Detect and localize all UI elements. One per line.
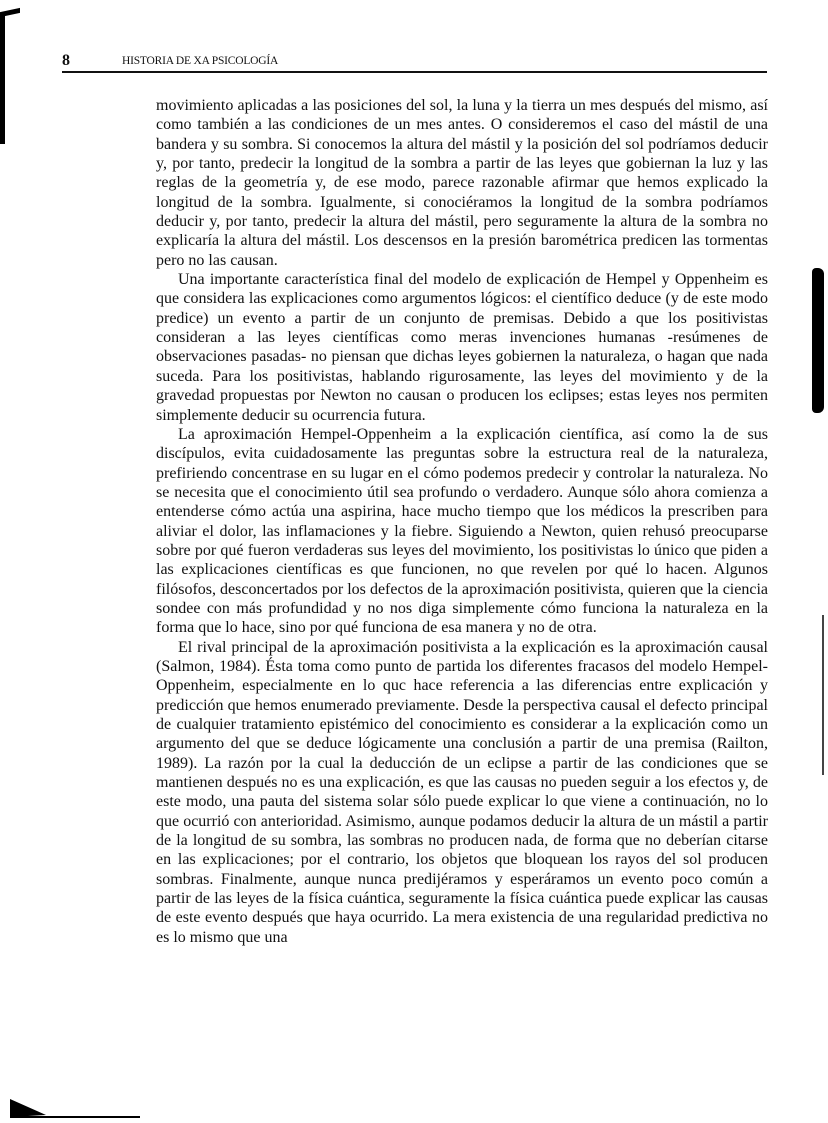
- page-header: [62, 53, 767, 73]
- scan-edge-mark-right: [812, 268, 824, 413]
- paragraph: La aproximación Hempel-Oppenheim a la explicación científica, así como la de sus discípulos, evita cuidadosamente las preguntas sobre la estructura real de la naturaleza, prefiriendo concentrase en su lugar en el cómo podemos predecir y controlar la naturaleza. No se necesita que el conocimiento útil sea profundo o verdadero. Aunque sólo ahora comienza a entenderse cómo actúa una aspirina, hace mucho tiempo que los médicos la prescriben para aliviar el dolor, las inflamaciones y la fiebre. Siguiendo a Newton, quien rehusó preocuparse sobre por qué fueron verdaderas sus leyes del movimiento, los positivistas lo único que piden a las explicaciones científicas es que funcionen, no que revelen por qué lo hacen. Algunos filósofos, desconcertados por los defectos de la aproximación positivista, quieren que la ciencia sondee con más profundidad y no nos diga simplemente cómo funciona la naturaleza en la forma que lo hace, sino por qué funciona de esa manera y no de otra.: [156, 425, 768, 637]
- scan-edge-line-bottom-left: [10, 1116, 140, 1118]
- paragraph: El rival principal de la aproximación positivista a la explicación es la aproximación causal (Salmon, 1984). Ésta toma como punto de partida los diferentes fracasos del modelo Hempel-Oppenheim, especialmente en lo quc hace referencia a las diferencias entre explicación y predicción que hemos enumerado previamente. Desde la perspectiva causal el defecto principal de cualquier tratamiento epistémico del conocimiento es considerar a la explicación como un argumento del que se deduce lógicamente una conclusión a partir de una premisa (Railton, 1989). La razón por la cual la deducción de un eclipse a partir de las condiciones que se mantienen después no es una explicación, es que las causas no pueden seguir a los efectos y, de este modo, una pauta del sistema solar sólo puede explicar lo que viene a continuación, no lo que ocurrió con anterioridad. Asimismo, aunque podamos deducir la altura de un mástil a partir de la longitud de su sombra, las sombras no producen nada, de forma que no deberían citarse en las explicaciones; por el contrario, los objetos que bloquean los rayos del sol producen sombras. Finalmente, aunque nunca predijéramos y esperáramos un evento poco común a partir de las leyes de la física cuántica, seguramente la física cuántica puede explicar las causas de este evento después que haya ocurrido. La mera existencia de una regularidad predictiva no es lo mismo que una: [156, 638, 768, 946]
- paragraph: Una importante característica final del modelo de explicación de Hempel y Oppenheim es que considera las explicaciones como argumentos lógicos: el científico deduce (y de este modo predice) un evento a partir de un conjunto de premisas. Debido a que los positivistas consideran a las leyes científicas como meras invenciones humanas -resúmenes de observaciones pasadas- no piensan que dichas leyes gobiernen la naturaleza, o hagan que nada suceda. Para los positivistas, hablando rigurosamente, las leyes del movimiento y de la gravedad propuestas por Newton no causan o producen los eclipses; estas leyes nos permiten simplemente deducir su ocurrencia futura.: [156, 271, 768, 424]
- scan-edge-mark-bottom-left: [10, 1099, 46, 1117]
- page-number: 8: [62, 52, 70, 69]
- scan-edge-mark-top-left: [0, 14, 5, 144]
- paragraph-continued: movimiento aplicadas a las posiciones del sol, la luna y la tierra un mes después del mismo, así como también a las condiciones de un mes antes. O consideremos el caso del mástil de una bandera y su sombra. Si conocemos la altura del mástil y la posición del sol podríamos deducir y, por tanto, predecir la longitud de la sombra a partir de las leyes que gobiernan la luz y las reglas de la geometría y, de ese modo, parece razonable afirmar que hemos explicado la longitud de la sombra. Igualmente, si conociéramos la longitud de la sombra podríamos deducir y, por tanto, predecir la altura del mástil, pero seguramente la altura de la sombra no explicaría la altura del mástil. Los descensos en la presión barométrica predicen las tormentas pero no las causan.: [156, 97, 768, 269]
- scan-edge-line-right: [822, 615, 824, 775]
- body-text: [156, 96, 768, 947]
- scan-edge-mark-top-left-corner: [0, 8, 20, 17]
- running-title: HISTORIA DE XA PSICOLOGÍA: [122, 55, 279, 67]
